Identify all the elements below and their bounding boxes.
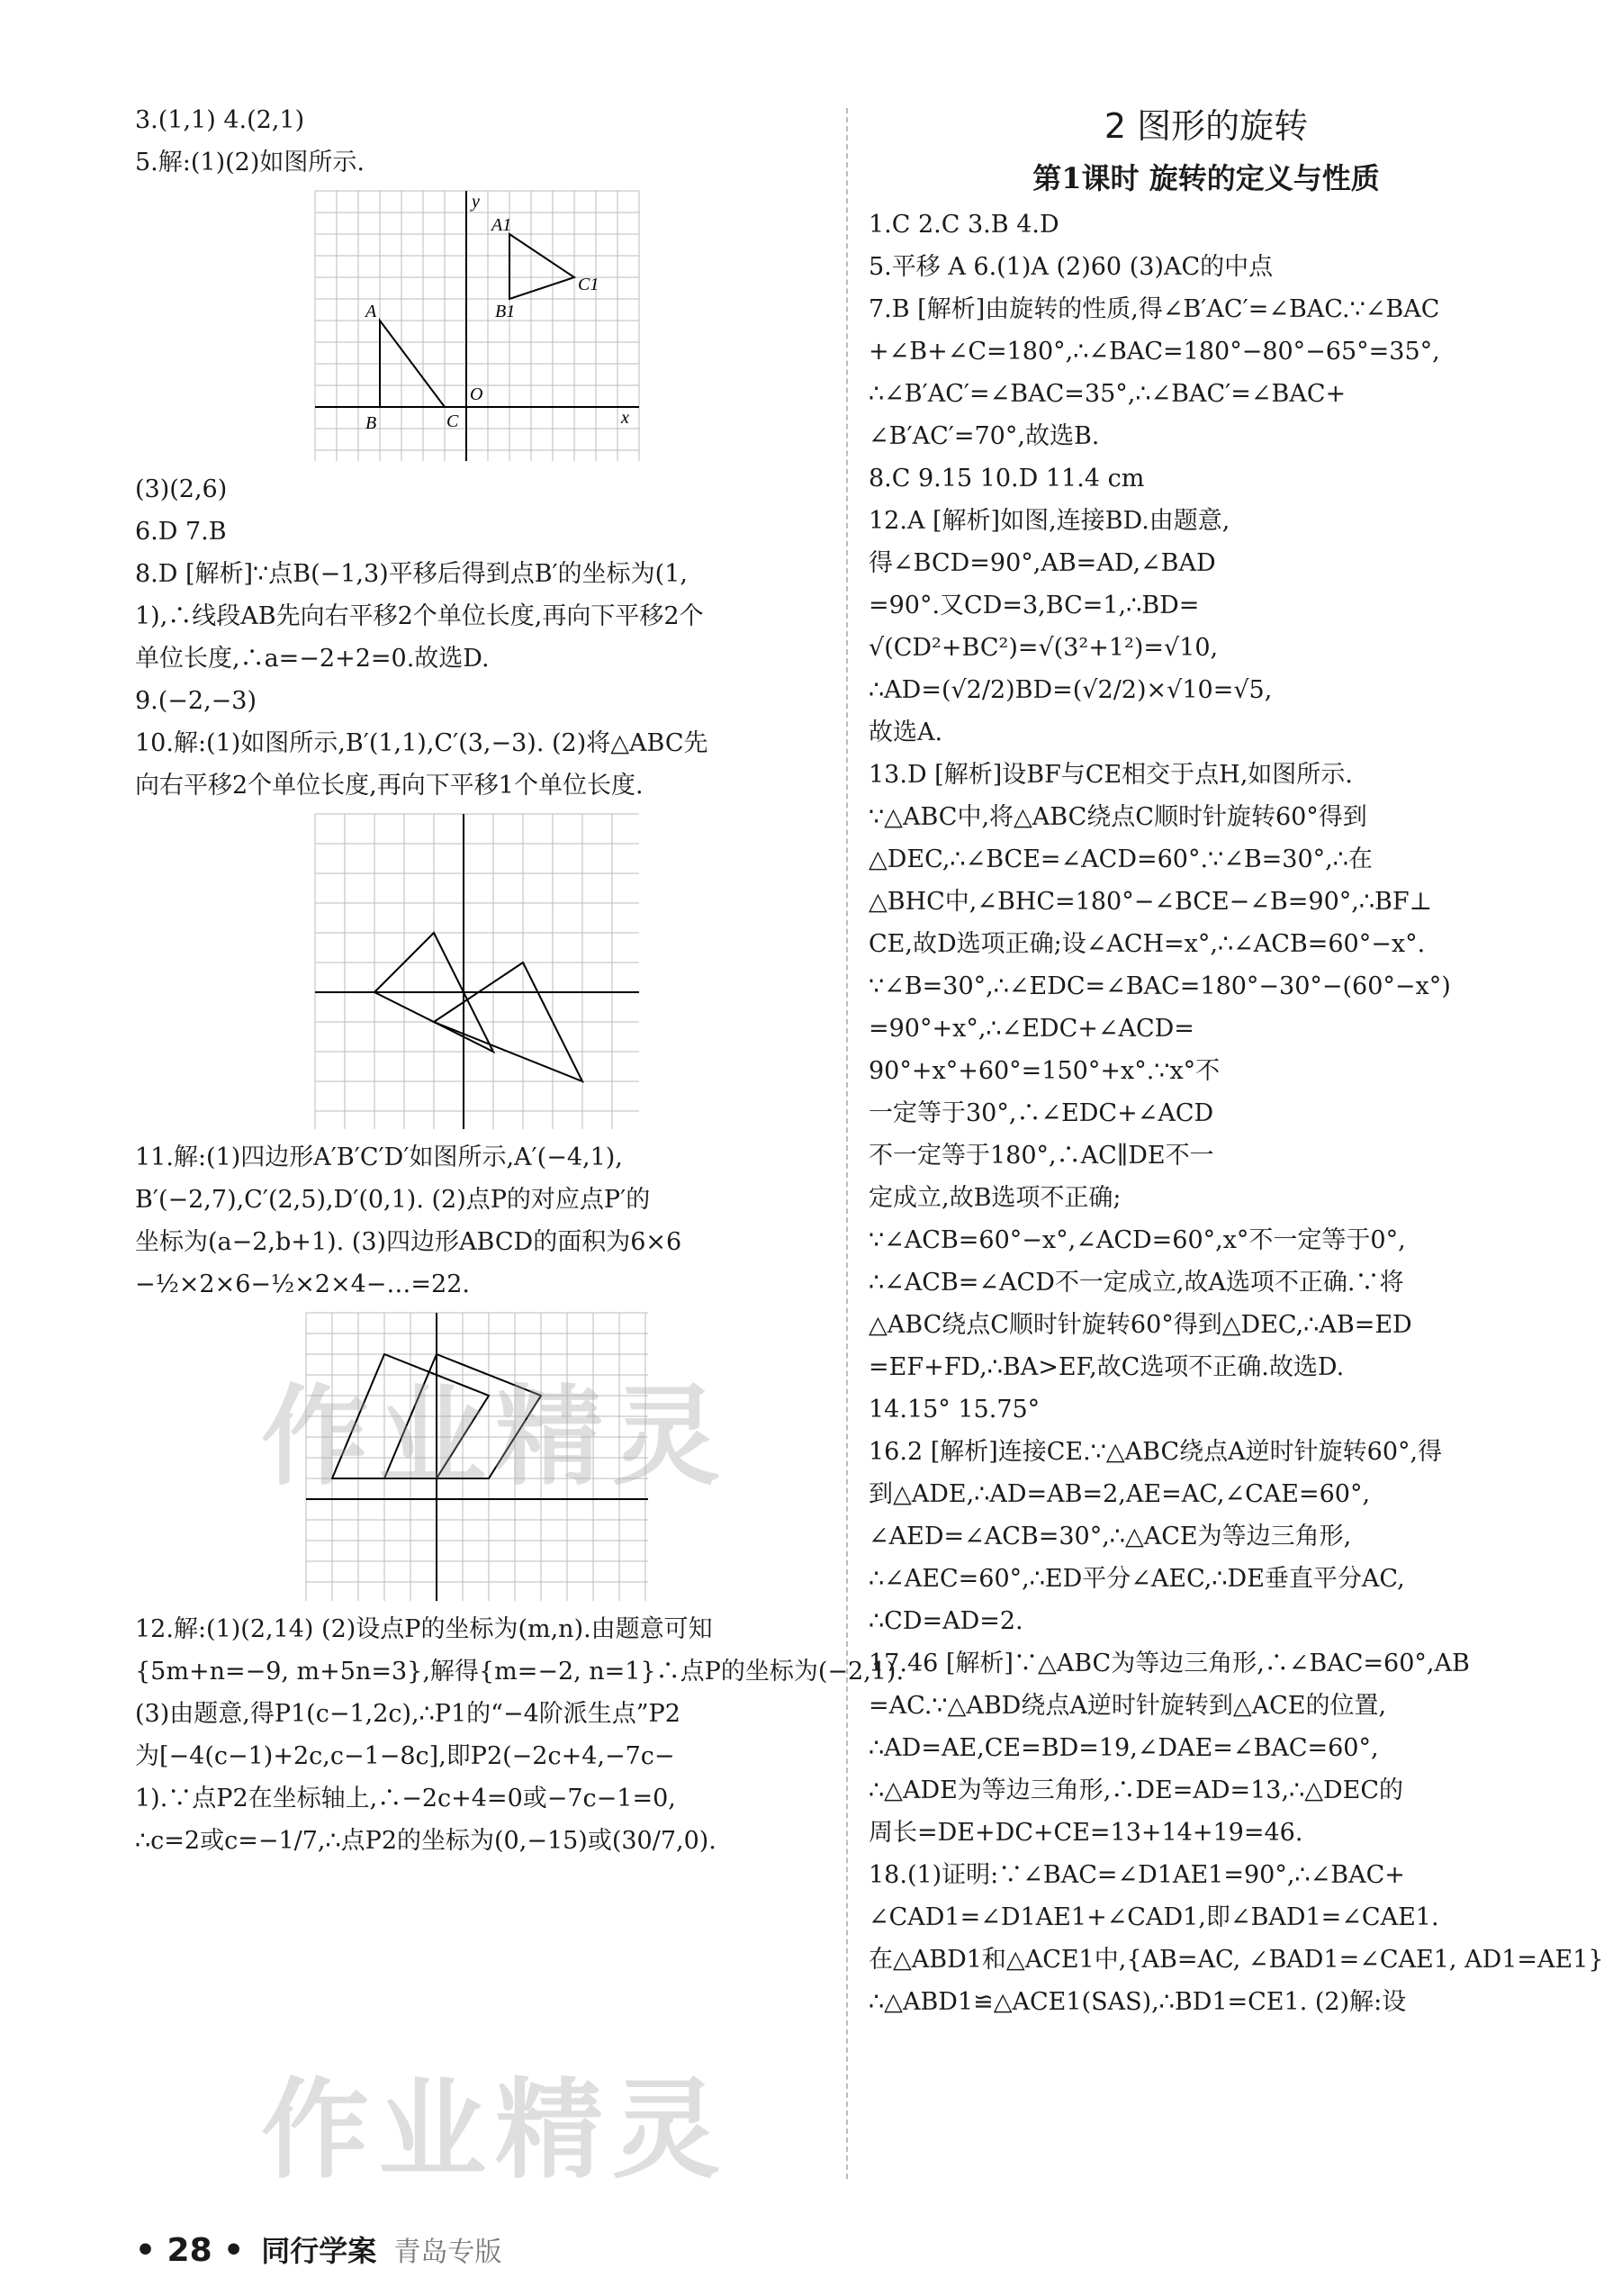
answer-line: 90°+x°+60°=150°+x°.∵x°不	[869, 1057, 1221, 1085]
answer-line: ∴c=2或c=−1/7,∴点P2的坐标为(0,−15)或(30/7,0).	[135, 1827, 716, 1855]
watermark: 作业精灵	[261, 2068, 729, 2193]
answer-line: ∠CAD1=∠D1AE1+∠CAD1,即∠BAD1=∠CAE1.	[869, 1903, 1439, 1931]
answer-line: △ABC绕点C顺时针旋转60°得到△DEC,∴AB=ED	[869, 1311, 1412, 1339]
answer-line: 10.解:(1)如图所示,B′(1,1),C′(3,−3). (2)将△ABC先	[135, 729, 708, 757]
answer-line: 3.(1,1) 4.(2,1)	[135, 106, 305, 134]
answer-line: ∵∠ACB=60°−x°,∠ACD=60°,x°不一定等于0°,	[869, 1226, 1406, 1254]
answer-line: 得∠BCD=90°,AB=AD,∠BAD	[869, 549, 1216, 577]
answer-line: 8.D [解析]∵点B(−1,3)平移后得到点B′的坐标为(1,	[135, 560, 688, 588]
answer-line: CE,故D选项正确;设∠ACH=x°,∴∠ACB=60°−x°.	[869, 930, 1426, 958]
answer-line: ∴△ADE为等边三角形,∴DE=AD=13,∴△DEC的	[869, 1776, 1404, 1804]
answer-line: 到△ADE,∴AD=AB=2,AE=AC,∠CAE=60°,	[869, 1480, 1371, 1508]
answer-line: =90°.又CD=3,BC=1,∴BD=	[869, 592, 1200, 619]
label-B: B	[365, 413, 377, 433]
watermark: 作业精灵	[261, 1375, 729, 1500]
lesson-title: 第1课时 旋转的定义与性质	[1032, 161, 1380, 195]
label-A: A	[365, 302, 377, 321]
answer-line: 9.(−2,−3)	[135, 687, 257, 715]
answer-line: 坐标为(a−2,b+1). (3)四边形ABCD的面积为6×6	[135, 1228, 682, 1256]
answer-line: 周长=DE+DC+CE=13+14+19=46.	[869, 1819, 1303, 1847]
answer-line: 不一定等于180°,∴AC∥DE不一	[869, 1142, 1214, 1170]
answer-line: 11.解:(1)四边形A′B′C′D′如图所示,A′(−4,1),	[135, 1143, 623, 1171]
answer-line: ∵△ABC中,将△ABC绕点C顺时针旋转60°得到	[869, 803, 1367, 831]
answer-line: 8.C 9.15 10.D 11.4 cm	[869, 465, 1145, 493]
answer-line: 17.46 [解析]∵△ABC为等边三角形,∴∠BAC=60°,AB	[869, 1650, 1470, 1677]
answer-line: 16.2 [解析]连接CE.∵△ABC绕点A逆时针旋转60°,得	[869, 1438, 1443, 1466]
page-number: • 28 •	[135, 2232, 245, 2269]
label-C1: C1	[578, 275, 599, 294]
answer-line: 单位长度,∴a=−2+2=0.故选D.	[135, 645, 490, 673]
page-footer	[135, 2228, 501, 2270]
answer-line: 1),∴线段AB先向右平移2个单位长度,再向下平移2个	[135, 602, 704, 630]
answer-line: 定成立,故B选项不正确;	[869, 1184, 1122, 1212]
label-A1: A1	[491, 215, 512, 235]
section-title: 2 图形的旋转	[1104, 106, 1309, 146]
answer-line: B′(−2,7),C′(2,5),D′(0,1). (2)点P的对应点P′的	[135, 1186, 651, 1214]
answer-line: 7.B [解析]由旋转的性质,得∠B′AC′=∠BAC.∵∠BAC	[869, 295, 1440, 323]
answer-line: 向右平移2个单位长度,再向下平移1个单位长度.	[135, 772, 644, 800]
figure-grid-2	[315, 814, 639, 1129]
right-answers	[869, 203, 1604, 2023]
answer-line: 14.15° 15.75°	[869, 1396, 1041, 1424]
answer-line: ∠AED=∠ACB=30°,∴△ACE为等边三角形,	[869, 1523, 1352, 1550]
answer-line: 5.解:(1)(2)如图所示.	[135, 149, 365, 176]
answer-line: △BHC中,∠BHC=180°−∠BCE−∠B=90°,∴BF⊥	[869, 888, 1432, 916]
axis-x: x	[621, 408, 629, 428]
answer-line: ∠B′AC′=70°,故选B.	[869, 422, 1100, 450]
answer-line: =90°+x°,∴∠EDC+∠ACD=	[869, 1015, 1194, 1043]
answer-line: (3)(2,6)	[135, 475, 228, 503]
answer-line: ∵∠B=30°,∴∠EDC=∠BAC=180°−30°−(60°−x°)	[869, 972, 1451, 1000]
answer-line: △DEC,∴∠BCE=∠ACD=60°.∵∠B=30°,∴在	[869, 845, 1373, 873]
answer-line: ∴CD=AD=2.	[869, 1607, 1023, 1635]
answer-line: ∴AD=(√2/2)BD=(√2/2)×√10=√5,	[869, 676, 1273, 704]
answer-line: 5.平移 A 6.(1)A (2)60 (3)AC的中点	[869, 253, 1274, 281]
answer-line: 12.解:(1)(2,14) (2)设点P的坐标为(m,n).由题意可知	[135, 1615, 713, 1643]
answer-line: √(CD²+BC²)=√(3²+1²)=√10,	[869, 634, 1219, 662]
answer-line: =EF+FD,∴BA>EF,故C选项不正确.故选D.	[869, 1353, 1345, 1381]
answer-line: 1.C 2.C 3.B 4.D	[869, 211, 1059, 239]
answer-line: 一定等于30°,∴∠EDC+∠ACD	[869, 1099, 1214, 1127]
answer-line: 18.(1)证明:∵∠BAC=∠D1AE1=90°,∴∠BAC+	[869, 1861, 1405, 1889]
answer-line: 在△ABD1和△ACE1中,{AB=AC, ∠BAD1=∠CAE1, AD1=AE1}	[869, 1946, 1604, 1974]
answer-line: −½×2×6−½×2×4−…=22.	[135, 1270, 470, 1298]
answer-line: (3)由题意,得P1(c−1,2c),∴P1的“−4阶派生点”P2	[135, 1700, 680, 1728]
answer-line: ∴∠ACB=∠ACD不一定成立,故A选项不正确.∵将	[869, 1269, 1404, 1297]
answer-line: ∴△ABD1≌△ACE1(SAS),∴BD1=CE1. (2)解:设	[869, 1988, 1407, 2016]
answer-line: 6.D 7.B	[135, 518, 227, 546]
answer-line: 12.A [解析]如图,连接BD.由题意,	[869, 507, 1230, 535]
answer-line: 为[−4(c−1)+2c,c−1−8c],即P2(−2c+4,−7c−	[135, 1742, 675, 1770]
brand-name: 同行学案	[261, 2234, 377, 2268]
figure-grid-1	[315, 191, 639, 461]
edition-label: 青岛专版	[393, 2237, 502, 2268]
answer-line: ∴AD=AE,CE=BD=19,∠DAE=∠BAC=60°,	[869, 1734, 1379, 1762]
right-column	[869, 99, 1604, 2023]
answer-line: +∠B+∠C=180°,∴∠BAC=180°−80°−65°=35°,	[869, 338, 1440, 366]
answer-line: {5m+n=−9, m+5n=3},解得{m=−2, n=1}∴点P的坐标为(−2,1).	[135, 1658, 905, 1686]
answer-line: ∴∠AEC=60°,∴ED平分∠AEC,∴DE垂直平分AC,	[869, 1565, 1405, 1593]
column-divider	[846, 108, 848, 2179]
left-column	[135, 99, 905, 1862]
answer-line: 13.D [解析]设BF与CE相交于点H,如图所示.	[869, 761, 1353, 789]
answer-line: =AC.∵△ABD绕点A逆时针旋转到△ACE的位置,	[869, 1692, 1387, 1720]
label-C: C	[446, 411, 459, 431]
answer-line: ∴∠B′AC′=∠BAC=35°,∴∠BAC′=∠BAC+	[869, 380, 1347, 408]
axis-y: y	[472, 192, 480, 212]
label-B1: B1	[495, 302, 516, 321]
answer-line: 1).∵点P2在坐标轴上,∴−2c+4=0或−7c−1=0,	[135, 1785, 676, 1812]
answer-line: 故选A.	[869, 719, 943, 746]
label-O: O	[470, 384, 483, 404]
